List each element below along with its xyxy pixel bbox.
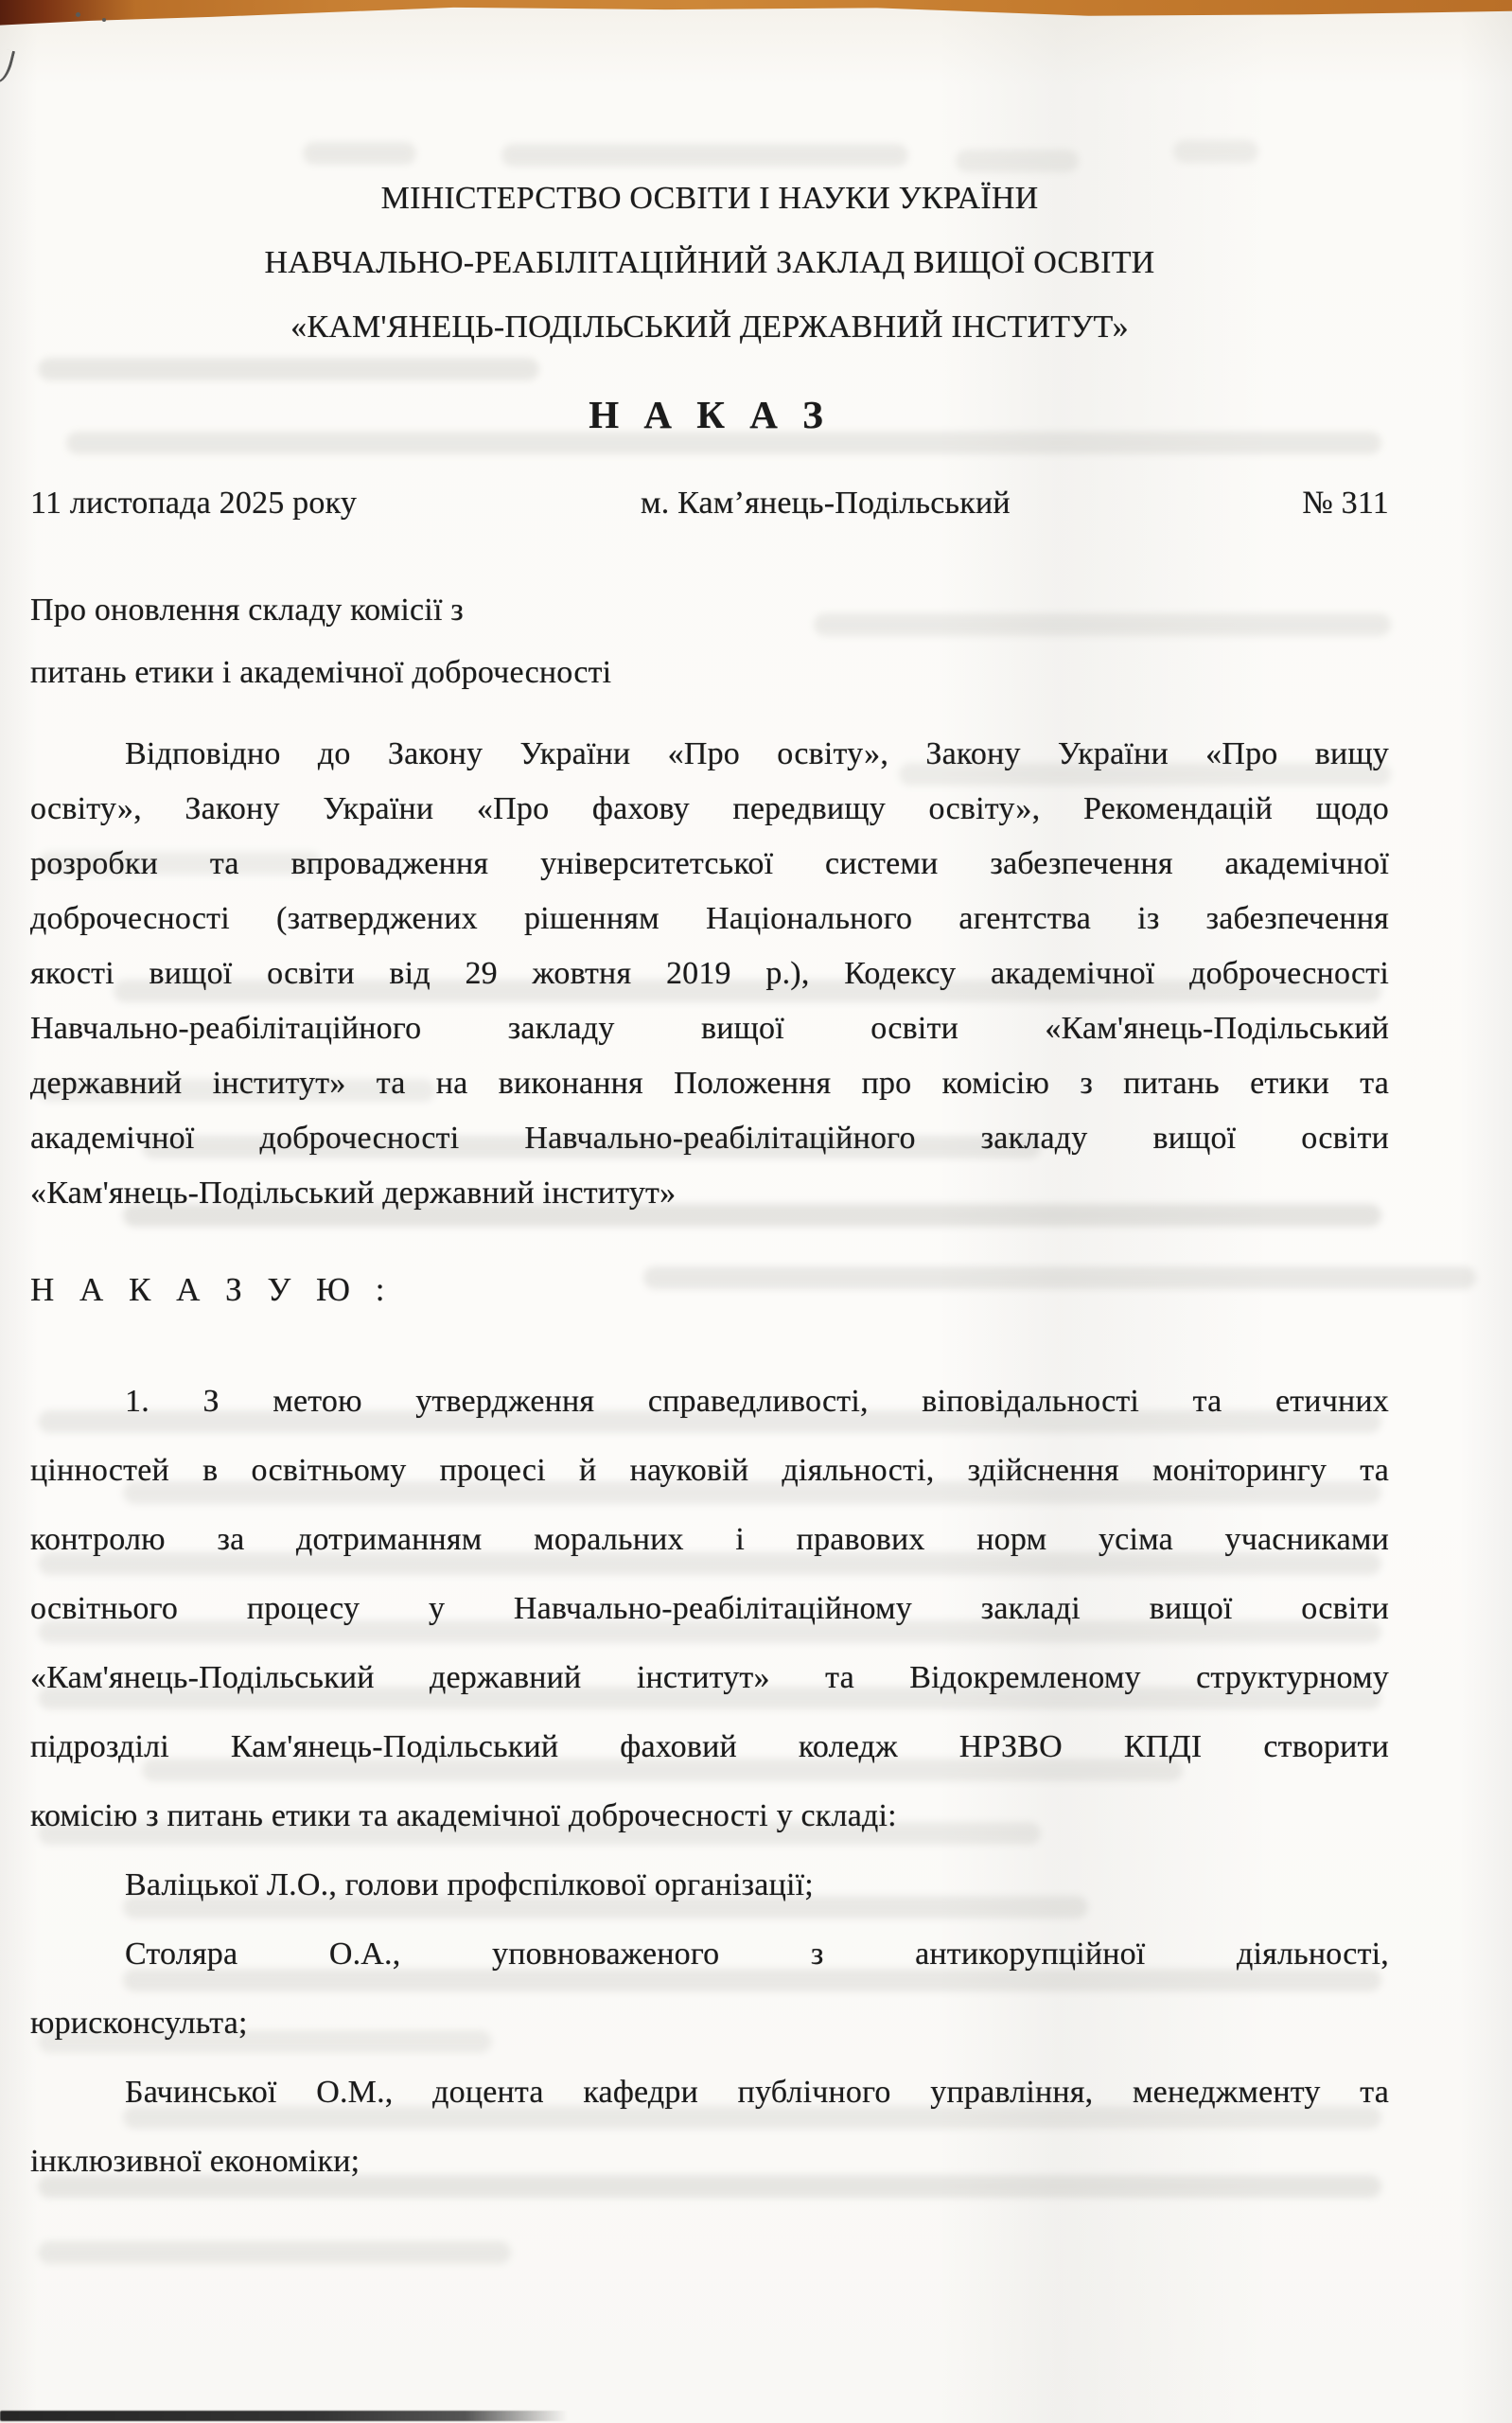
order-item-1 [30,1367,1389,2196]
commission-member: Столяра О.А., уповноваженого з антикорупційної діяльності, [125,1937,1389,1972]
preamble-line: академічної доброчесності Навчально-реабілітаційного закладу вищої освіти [30,1121,1389,1156]
preamble-line: розробки та впровадження університетської системи забезпечення академічної [30,846,1389,881]
subject-line: Про оновлення складу комісії з [30,592,464,628]
order-number: № 311 [1302,486,1389,521]
preamble-line: якості вищої освіти від 29 жовтня 2019 р.), Кодексу академічної доброчесності [30,956,1389,991]
order-subject [30,579,1389,704]
commission-member-continued: юрисконсульта; [30,2006,248,2041]
institution-type: НАВЧАЛЬНО-РЕАБІЛІТАЦІЙНИЙ ЗАКЛАД ВИЩОЇ ОСВІТИ [264,245,1155,280]
order-line: освітнього процесу у Навчально-реабілітаційному закладі вищої освіти [30,1591,1389,1626]
preamble-line: освіту», Закону України «Про фахову передвищу освіту», Рекомендацій щодо [30,791,1389,826]
order-place: м. Кам’янець-Подільський [641,486,1011,521]
preamble-line: доброчесності (затверджених рішенням Національного агентства із забезпечення [30,901,1389,936]
order-line: підрозділі Кам'янець-Подільський фаховий коледж НРЗВО КПДІ створити [30,1729,1389,1764]
scan-bottom-strip [0,2411,568,2421]
commission-member-continued: інклюзивної економіки; [30,2144,360,2179]
ministry-name: МІНІСТЕРСТВО ОСВІТИ І НАУКИ УКРАЇНИ [380,181,1039,216]
preamble-line: Відповідно до Закону України «Про освіту», Закону України «Про вищу [125,736,1389,771]
document-header [30,167,1389,360]
preamble-line: Навчально-реабілітаційного закладу вищої освіти «Кам'янець-Подільський [30,1011,1389,1046]
bleed-through-line [38,2241,511,2264]
commission-member: Бачинської О.М., доцента кафедри публічного управління, менеджменту та [125,2075,1389,2110]
order-line: цінностей в освітньому процесі й науковій діяльності, здійснення моніторингу та [30,1453,1389,1488]
order-line: контролю за дотриманням моральних і правових норм усіма учасниками [30,1522,1389,1557]
institution-name: «КАМ'ЯНЕЦЬ-ПОДІЛЬСЬКИЙ ДЕРЖАВНИЙ ІНСТИТУТ» [290,310,1129,345]
order-line: комісію з питань етики та академічної доброчесності у складі: [30,1798,897,1833]
pen-mark-artifact [0,48,15,85]
document-content [30,0,1389,2196]
commission-member: Валіцької Л.О., голови профспілкової організації; [125,1867,814,1902]
order-meta-row [30,483,1389,524]
preamble-paragraph [30,727,1389,1221]
order-line: 1. З метою утвердження справедливості, віповідальності та етичних [125,1384,1389,1419]
decree-keyword: Н А К А З У Ю : [30,1271,394,1308]
subject-line: питань етики і академічної доброчесності [30,655,612,690]
order-title: Н А К А З [589,393,831,436]
order-line: «Кам'янець-Подільський державний інститут» та Відокремленому структурному [30,1660,1389,1695]
preamble-line: «Кам'янець-Подільський державний інститут» [30,1176,677,1211]
preamble-line: державний інститут» та на виконання Положення про комісію з питань етики та [30,1066,1389,1101]
order-date: 11 листопада 2025 року [30,486,358,521]
